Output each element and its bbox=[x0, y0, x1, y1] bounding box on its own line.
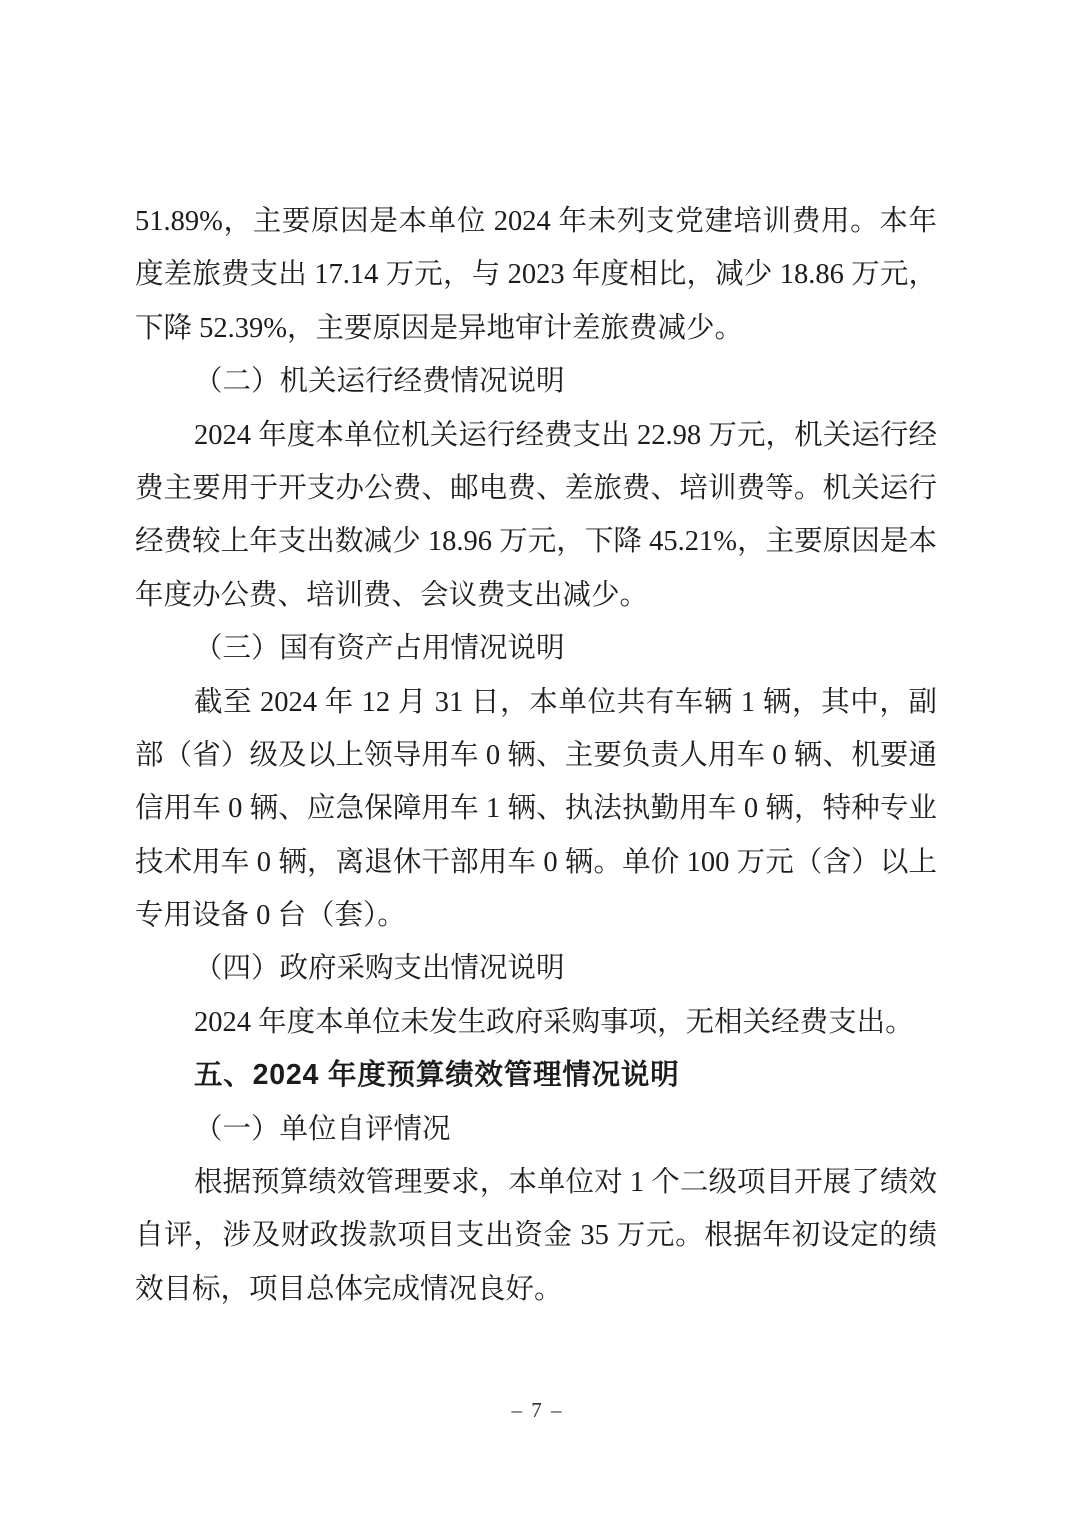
body-line: 截至 2024 年 12 月 31 日，本单位共有车辆 1 辆，其中，副 bbox=[194, 686, 937, 718]
subsection-heading-3: （三）国有资产占用情况说明 bbox=[194, 633, 565, 665]
body-line: 度差旅费支出 17.14 万元，与 2023 年度相比，减少 18.86 万元， bbox=[135, 259, 937, 291]
subsection-heading-2: （二）机关运行经费情况说明 bbox=[194, 366, 565, 398]
body-line: 根据预算绩效管理要求，本单位对 1 个二级项目开展了绩效 bbox=[194, 1167, 937, 1199]
body-line: 2024 年度本单位未发生政府采购事项，无相关经费支出。 bbox=[194, 1006, 914, 1038]
body-line: 技术用车 0 辆，离退休干部用车 0 辆。单价 100 万元（含）以上 bbox=[135, 846, 937, 878]
body-line: 下降 52.39%，主要原因是异地审计差旅费减少。 bbox=[135, 312, 743, 344]
subsection-heading-4: （四）政府采购支出情况说明 bbox=[194, 953, 565, 985]
body-line: 51.89%，主要原因是本单位 2024 年未列支党建培训费用。本年 bbox=[135, 206, 937, 237]
page-footer bbox=[0, 1398, 1075, 1423]
body-line: 自评，涉及财政拨款项目支出资金 35 万元。根据年初设定的绩 bbox=[135, 1220, 937, 1252]
body-line: 2024 年度本单位机关运行经费支出 22.98 万元，机关运行经 bbox=[194, 419, 937, 451]
subsection-heading-1: （一）单位自评情况 bbox=[194, 1113, 451, 1145]
body-line: 经费较上年支出数减少 18.96 万元，下降 45.21%，主要原因是本 bbox=[135, 526, 937, 558]
body-line: 专用设备 0 台（套）。 bbox=[135, 900, 406, 932]
section-heading-5: 五、2024 年度预算绩效管理情况说明 bbox=[194, 1059, 680, 1092]
body-line: 部（省）级及以上领导用车 0 辆、主要负责人用车 0 辆、机要通 bbox=[135, 739, 937, 771]
body-line: 费主要用于开支办公费、邮电费、差旅费、培训费等。机关运行 bbox=[135, 472, 937, 504]
document-content bbox=[135, 195, 937, 1316]
page-number: – 7 – bbox=[511, 1398, 564, 1422]
body-line: 效目标，项目总体完成情况良好。 bbox=[135, 1273, 563, 1305]
body-line: 年度办公费、培训费、会议费支出减少。 bbox=[135, 579, 649, 611]
body-line: 信用车 0 辆、应急保障用车 1 辆、执法执勤用车 0 辆，特种专业 bbox=[135, 793, 937, 825]
